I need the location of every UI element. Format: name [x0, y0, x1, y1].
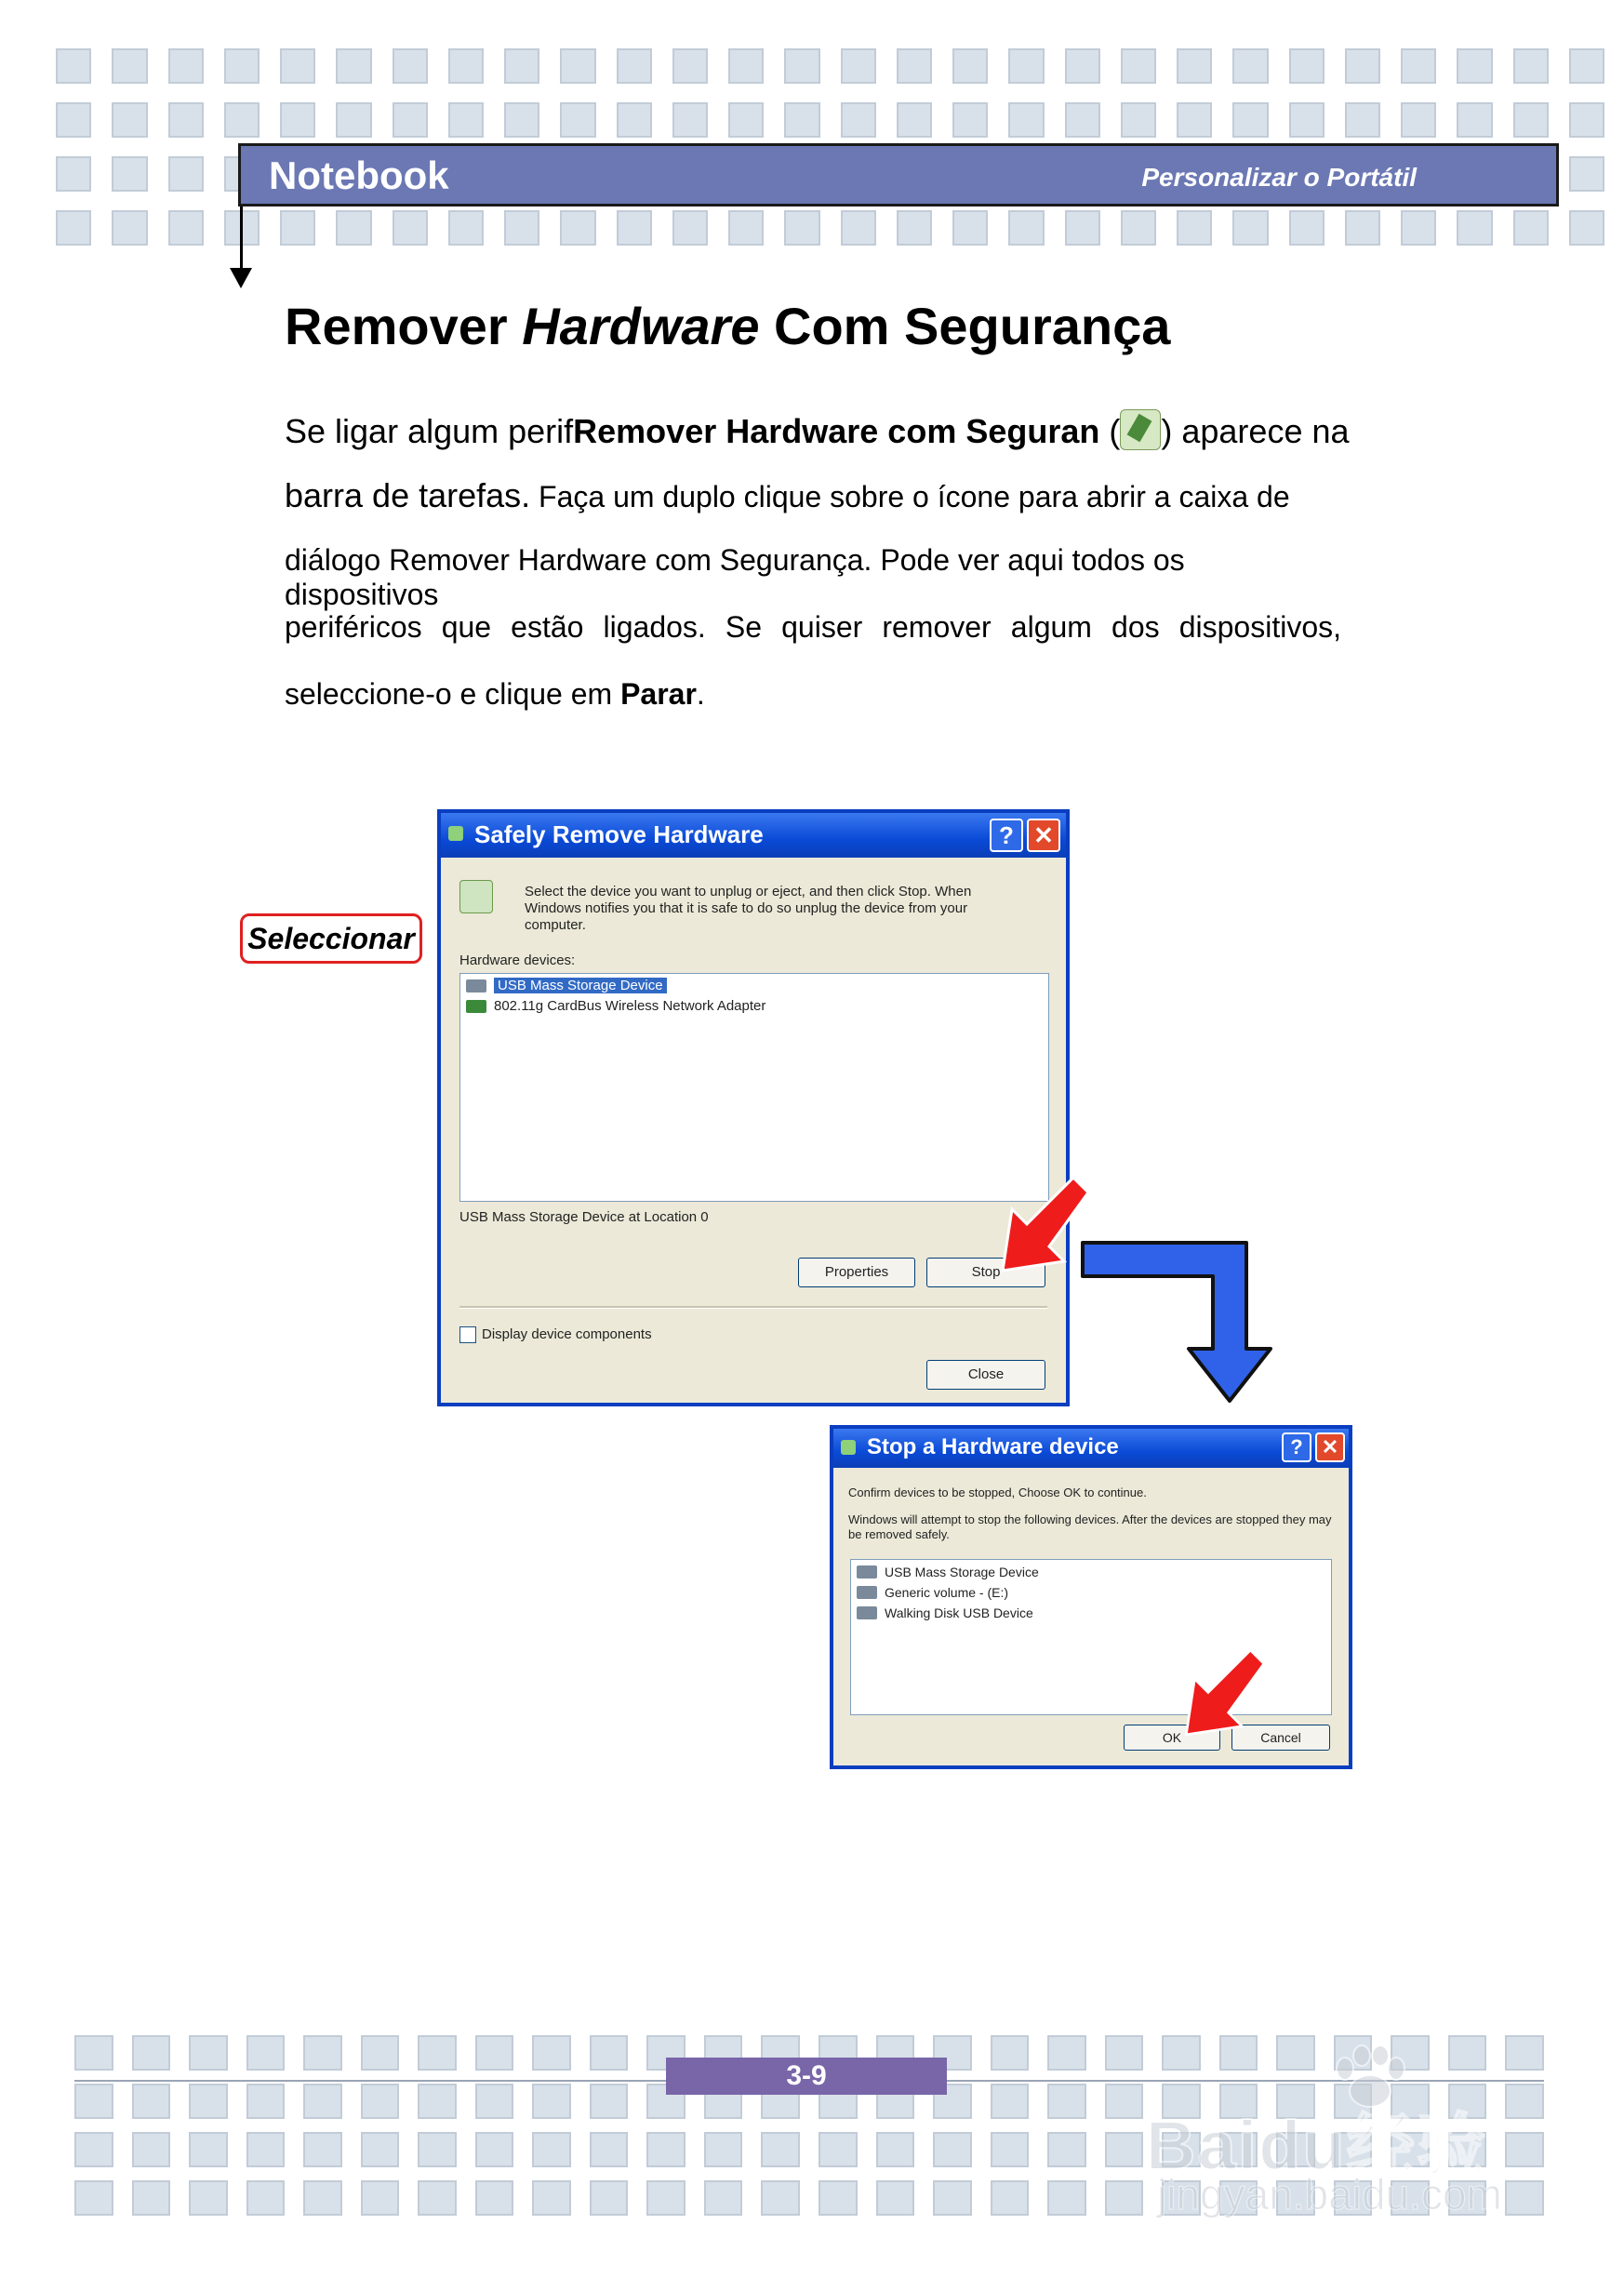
header-section-title: Personalizar o Portátil: [1141, 163, 1417, 192]
decorative-tile: [1401, 210, 1436, 246]
decorative-tile: [590, 2132, 629, 2167]
help-button[interactable]: ?: [990, 819, 1023, 852]
decorative-tile: [168, 156, 204, 192]
decorative-tile: [504, 102, 539, 138]
device-status-text: USB Mass Storage Device at Location 0: [459, 1209, 709, 1225]
decorative-tile: [189, 2035, 228, 2071]
decorative-tile: [475, 2180, 514, 2216]
decorative-tile: [1232, 210, 1268, 246]
decorative-tile: [448, 210, 484, 246]
decorative-tile: [168, 210, 204, 246]
list-item: [851, 1562, 1331, 1582]
decorative-tile: [224, 102, 260, 138]
decorative-tile: [560, 102, 595, 138]
decorative-tile: [418, 2180, 457, 2216]
drive-icon: [857, 1606, 877, 1619]
decorative-tile: [504, 210, 539, 246]
decorative-tile: [1065, 102, 1100, 138]
decorative-tile: [1105, 2132, 1144, 2167]
hardware-devices-label: Hardware devices:: [459, 952, 576, 968]
dialog-title-bar[interactable]: [833, 1429, 1349, 1468]
decorative-tile: [246, 2180, 286, 2216]
dialog-title-bar[interactable]: [441, 813, 1066, 858]
decorative-tile: [336, 48, 371, 84]
header-title: Notebook: [269, 153, 449, 197]
paragraph-line: [285, 409, 1350, 451]
decorative-tile: [418, 2084, 457, 2119]
text: .: [696, 677, 705, 711]
text: barra de tarefas.: [285, 476, 531, 514]
decorative-tile: [991, 2132, 1030, 2167]
decorative-tile: [361, 2084, 400, 2119]
watermark: [1146, 2045, 1537, 2221]
decorative-tile: [952, 210, 988, 246]
flow-arrow-icon: [1079, 1239, 1276, 1405]
decorative-tile: [532, 2180, 571, 2216]
decorative-tile: [933, 2132, 972, 2167]
decorative-tile: [784, 48, 819, 84]
decorative-tile: [761, 2132, 800, 2167]
watermark-logo-text: Baidu经验: [1146, 2107, 1488, 2184]
decorative-tile: [336, 102, 371, 138]
decorative-tile: [504, 48, 539, 84]
decorative-tile: [189, 2180, 228, 2216]
decorative-tile: [1401, 102, 1436, 138]
text: Faça um duplo clique sobre o ícone para abrir a caixa de: [530, 480, 1290, 513]
cancel-button[interactable]: Cancel: [1231, 1725, 1330, 1751]
decorative-tile: [991, 2035, 1030, 2071]
decorative-tile: [1345, 48, 1380, 84]
title-part-italic: Hardware: [522, 297, 760, 355]
decorative-tile: [1345, 210, 1380, 246]
decorative-tile: [819, 2132, 858, 2167]
decorative-tile: [897, 210, 932, 246]
text: (: [1099, 412, 1121, 450]
decorative-tile: [1457, 48, 1492, 84]
decorative-tile: [1065, 48, 1100, 84]
usb-device-icon: [857, 1565, 877, 1579]
decorative-tile: [1047, 2180, 1086, 2216]
decorative-tile: [56, 48, 91, 84]
decorative-tile: [1569, 102, 1604, 138]
confirm-text: Confirm devices to be stopped, Choose OK to continue.: [848, 1485, 1147, 1499]
decorative-tile: [1513, 48, 1549, 84]
decorative-tile: [418, 2132, 457, 2167]
decorative-tile: [1401, 48, 1436, 84]
decorative-tile: [761, 2180, 800, 2216]
watermark-url: jingyan.baidu.com: [1157, 2170, 1502, 2218]
dialog-title: Safely Remove Hardware: [474, 820, 764, 848]
decorative-tile: [532, 2035, 571, 2071]
decorative-tile: [74, 2035, 113, 2071]
decorative-tile: [991, 2180, 1030, 2216]
decorative-tile: [132, 2132, 171, 2167]
decorative-tile: [933, 2180, 972, 2216]
decorative-tile: [132, 2035, 171, 2071]
safely-remove-hardware-dialog: [437, 809, 1070, 1406]
decorative-tile: [246, 2084, 286, 2119]
decorative-tile: [132, 2180, 171, 2216]
select-callout: Seleccionar: [240, 913, 422, 964]
device-label: 802.11g CardBus Wireless Network Adapter: [494, 998, 766, 1014]
close-button[interactable]: Close: [926, 1360, 1045, 1390]
decorative-tile: [1513, 102, 1549, 138]
decorative-tile: [1177, 210, 1212, 246]
decorative-tile: [189, 2084, 228, 2119]
decorative-tile: [393, 210, 428, 246]
decorative-tile: [168, 48, 204, 84]
network-adapter-icon: [466, 1000, 486, 1013]
decorative-tile: [1047, 2084, 1086, 2119]
decorative-tile: [1008, 210, 1044, 246]
decorative-tile: [646, 2132, 686, 2167]
ok-button[interactable]: OK: [1124, 1725, 1220, 1751]
decorative-tile: [475, 2132, 514, 2167]
decorative-tile: [1121, 210, 1156, 246]
stop-button[interactable]: Stop: [926, 1258, 1045, 1287]
decorative-tile: [1105, 2035, 1144, 2071]
decorative-tile: [448, 102, 484, 138]
usb-device-icon: [466, 979, 486, 992]
device-label: Generic volume - (E:): [885, 1585, 1009, 1600]
decorative-tile: [841, 210, 876, 246]
decorative-tile: [1177, 48, 1212, 84]
properties-button[interactable]: Properties: [798, 1258, 915, 1287]
decorative-tile: [1105, 2180, 1144, 2216]
decorative-tile: [246, 2132, 286, 2167]
decorative-tile: [991, 2084, 1030, 2119]
decorative-tile: [617, 210, 652, 246]
text: seleccione-o e clique em: [285, 677, 621, 711]
decorative-tile: [280, 210, 315, 246]
decorative-tile: [336, 210, 371, 246]
decorative-tile: [1289, 210, 1324, 246]
decorative-tile: [897, 48, 932, 84]
decorative-tile: [1289, 102, 1324, 138]
decorative-tile: [1232, 48, 1268, 84]
decorative-tile: [246, 2035, 286, 2071]
dialog-instruction: Select the device you want to unplug or eject, and then click Stop. When Windows notifies you that it is safe to do so unplug the device from your computer.: [525, 884, 972, 933]
hardware-icon: [841, 1440, 856, 1455]
list-item[interactable]: [460, 976, 1048, 996]
decorative-tile: [617, 48, 652, 84]
decorative-tile: [728, 48, 764, 84]
decorative-tile: [303, 2035, 342, 2071]
divider: [459, 1306, 1047, 1309]
decorative-tile: [617, 102, 652, 138]
decorative-tile: [1008, 48, 1044, 84]
decorative-tile: [74, 2084, 113, 2119]
header-down-arrow-line: [240, 206, 243, 272]
device-label: USB Mass Storage Device: [494, 978, 667, 993]
decorative-tile: [112, 210, 147, 246]
decorative-tile: [1569, 48, 1604, 84]
decorative-tile: [56, 156, 91, 192]
header-bar: [238, 143, 1559, 206]
decorative-tile: [361, 2132, 400, 2167]
decorative-tile: [74, 2180, 113, 2216]
decorative-tile: [475, 2084, 514, 2119]
decorative-tile: [841, 48, 876, 84]
decorative-tile: [876, 2180, 915, 2216]
red-pointer-arrow-icon: [1179, 1650, 1272, 1743]
decorative-tile: [952, 102, 988, 138]
close-icon[interactable]: ✕: [1027, 819, 1060, 852]
decorative-tile: [74, 2132, 113, 2167]
decorative-tile: [590, 2035, 629, 2071]
decorative-tile: [704, 2132, 743, 2167]
decorative-tile: [728, 102, 764, 138]
bold-text: Remover Hardware com Seguran: [573, 412, 1100, 450]
decorative-tile: [475, 2035, 514, 2071]
decorative-tile: [56, 102, 91, 138]
decorative-tile: [418, 2035, 457, 2071]
decorative-tile: [448, 48, 484, 84]
close-icon[interactable]: ✕: [1315, 1432, 1345, 1462]
decorative-tile: [897, 102, 932, 138]
decorative-tile: [1047, 2035, 1086, 2071]
stop-hardware-device-dialog: [830, 1425, 1352, 1769]
title-part: Remover: [285, 297, 523, 355]
bold-text: Parar: [620, 677, 697, 711]
decorative-tile: [1569, 156, 1604, 192]
decorative-tile: [952, 48, 988, 84]
decorative-tile: [393, 102, 428, 138]
decorative-tile: [393, 48, 428, 84]
hardware-icon: [448, 826, 463, 841]
decorative-tile: [841, 102, 876, 138]
title-part: Com Segurança: [759, 297, 1171, 355]
decorative-tile: [560, 48, 595, 84]
dialog-title: Stop a Hardware device: [867, 1434, 1119, 1459]
warning-text: Windows will attempt to stop the following devices. After the devices are stopped they may be removed safely.: [848, 1512, 1332, 1541]
decorative-tile: [56, 210, 91, 246]
decorative-tile: [1177, 102, 1212, 138]
decorative-tile: [590, 2180, 629, 2216]
paragraph-line: [285, 476, 1341, 515]
decorative-tile: [532, 2084, 571, 2119]
decorative-tile: [728, 210, 764, 246]
help-button[interactable]: ?: [1282, 1432, 1311, 1462]
decorative-tile: [1232, 102, 1268, 138]
display-components-checkbox[interactable]: [459, 1326, 476, 1343]
decorative-tile: [132, 2084, 171, 2119]
decorative-tile: [280, 48, 315, 84]
decorative-tile: [1345, 102, 1380, 138]
decorative-tile: [672, 210, 708, 246]
decorative-tile: [303, 2084, 342, 2119]
decorative-tile: [784, 210, 819, 246]
decorative-tile: [1457, 210, 1492, 246]
safely-remove-hardware-icon: [1120, 409, 1161, 450]
paragraph-line: periféricos que estão ligados. Se quiser remover algum dos dispositivos,: [285, 610, 1341, 644]
drive-icon: [857, 1586, 877, 1599]
decorative-tile: [672, 48, 708, 84]
decorative-tile: [819, 2180, 858, 2216]
decorative-tile: [784, 102, 819, 138]
decorative-tile: [1569, 210, 1604, 246]
decorative-tile: [1065, 210, 1100, 246]
list-item[interactable]: [460, 996, 1048, 1017]
decorative-tile: [112, 102, 147, 138]
header-down-arrow-icon: [230, 268, 252, 288]
decorative-tile: [112, 156, 147, 192]
decorative-tile: [1121, 48, 1156, 84]
checkbox-label: Display device components: [482, 1326, 652, 1342]
decorative-tile: [168, 102, 204, 138]
decorative-tile: [361, 2180, 400, 2216]
decorative-tile: [1105, 2084, 1144, 2119]
decorative-tile: [361, 2035, 400, 2071]
decorative-tile: [303, 2180, 342, 2216]
decorative-tile: [560, 210, 595, 246]
list-item: [851, 1603, 1331, 1623]
decorative-tile: [1513, 210, 1549, 246]
paragraph-line: diálogo Remover Hardware com Segurança. Pode ver aqui todos os dispositivos: [285, 543, 1185, 611]
safely-remove-hardware-icon: [459, 880, 493, 913]
device-label: Walking Disk USB Device: [885, 1605, 1033, 1620]
list-item: [851, 1582, 1331, 1603]
hardware-devices-list[interactable]: [459, 973, 1049, 1202]
decorative-tile: [280, 102, 315, 138]
paragraph-line: [285, 677, 1341, 712]
decorative-tile: [672, 102, 708, 138]
page-number: 3-9: [666, 2058, 947, 2095]
text: ) aparece na: [1161, 412, 1350, 450]
device-label: USB Mass Storage Device: [885, 1565, 1039, 1579]
decorative-tile: [532, 2132, 571, 2167]
decorative-tile: [189, 2132, 228, 2167]
page-title: [285, 296, 1170, 356]
decorative-tile: [1047, 2132, 1086, 2167]
decorative-tile: [876, 2132, 915, 2167]
decorative-tile: [224, 48, 260, 84]
text: Se ligar algum perif: [285, 412, 574, 450]
decorative-tile: [1289, 48, 1324, 84]
decorative-tile: [112, 48, 147, 84]
decorative-tile: [1457, 102, 1492, 138]
decorative-tile: [303, 2132, 342, 2167]
decorative-tile: [704, 2180, 743, 2216]
decorative-tile: [1008, 102, 1044, 138]
decorative-tile: [646, 2180, 686, 2216]
decorative-tile: [1121, 102, 1156, 138]
decorative-tile: [590, 2084, 629, 2119]
